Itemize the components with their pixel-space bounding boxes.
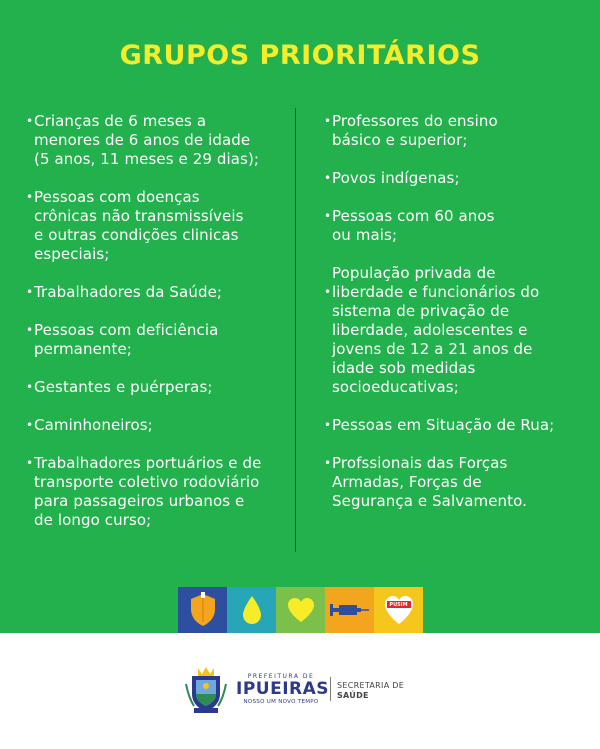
- slogan: NOSSO UM NOVO TEMPO: [243, 699, 319, 705]
- shield-tile: [178, 587, 227, 633]
- list-item: [324, 112, 586, 150]
- item-text: População privada de liberdade e funcionários do sistema de privação de liberdade, adolescentes e jovens de 12 a 21 anos de idade sob medidas socioeducativas;: [332, 264, 540, 396]
- item-text: Povos indígenas;: [332, 169, 460, 187]
- item-text: Pessoas com 60 anos ou mais;: [332, 207, 495, 244]
- bullet: •: [26, 456, 34, 470]
- item-text: Caminhoneiros;: [34, 416, 153, 434]
- secretaria-line-2: [337, 691, 404, 701]
- syringe-icon: [330, 600, 370, 620]
- heart-icon: [286, 597, 316, 623]
- logo-divider: [330, 677, 331, 701]
- bullet: •: [324, 456, 332, 470]
- syringe-tile: [325, 587, 374, 633]
- drop-icon: [240, 594, 264, 626]
- list-item: [26, 378, 294, 397]
- item-text: Crianças de 6 meses a menores de 6 anos de idade (5 anos, 11 meses e 29 dias);: [34, 112, 260, 168]
- column-divider: [295, 108, 296, 552]
- list-item: [26, 283, 294, 302]
- item-text: Pessoas em Situação de Rua;: [332, 416, 555, 434]
- bullet: •: [26, 114, 34, 128]
- prefeitura-label: PREFEITURA DE: [247, 673, 315, 680]
- prefeitura-logo: [236, 673, 330, 705]
- sus-heart-icon: [382, 593, 416, 627]
- bullet: •: [324, 285, 332, 299]
- item-text: Professores do ensino básico e superior;: [332, 112, 498, 149]
- list-item: [26, 454, 294, 530]
- list-item: [26, 112, 294, 169]
- coat-of-arms-icon: [184, 664, 228, 714]
- footer: [0, 633, 600, 749]
- bullet: •: [324, 171, 332, 185]
- list-item: [324, 454, 586, 511]
- item-text: Pessoas com doenças crônicas não transmissíveis e outras condições clinicas especiais;: [34, 188, 244, 263]
- secretaria-saude: SAÚDE: [337, 691, 369, 700]
- sus-label: PUSIM: [389, 602, 408, 608]
- bullet: •: [26, 190, 34, 204]
- city-name: IPUEIRAS: [236, 679, 330, 699]
- list-item: [26, 188, 294, 264]
- item-text: Trabalhadores da Saúde;: [34, 283, 223, 301]
- drop-tile: [227, 587, 276, 633]
- list-item: [324, 207, 586, 245]
- item-text: Gestantes e puérperas;: [34, 378, 213, 396]
- item-text: Profssionais das Forças Armadas, Forças de Segurança e Salvamento.: [332, 454, 528, 510]
- right-column: [324, 112, 586, 511]
- heart-tile: [276, 587, 325, 633]
- shield-icon: [188, 592, 218, 628]
- bullet: •: [26, 285, 34, 299]
- sus-tile: [374, 587, 423, 633]
- secretaria-label: [337, 681, 404, 701]
- bullet: •: [26, 323, 34, 337]
- left-column: [26, 112, 294, 530]
- item-text: Pessoas com deficiência permanente;: [34, 321, 219, 358]
- list-item: [324, 264, 586, 397]
- item-text: Trabalhadores portuários e de transporte coletivo rodoviário para passageiros urbanos e de longo curso;: [34, 454, 262, 529]
- list-item: [26, 321, 294, 359]
- icon-strip: [178, 587, 423, 633]
- list-item: [324, 169, 586, 188]
- bullet: •: [324, 114, 332, 128]
- bullet: •: [26, 380, 34, 394]
- bullet: •: [324, 209, 332, 223]
- list-item: [324, 416, 586, 435]
- secretaria-line-1: SECRETARIA DE: [337, 681, 405, 690]
- page-title: GRUPOS PRIORITÁRIOS: [119, 40, 481, 71]
- bullet: •: [26, 418, 34, 432]
- bullet: •: [324, 418, 332, 432]
- list-item: [26, 416, 294, 435]
